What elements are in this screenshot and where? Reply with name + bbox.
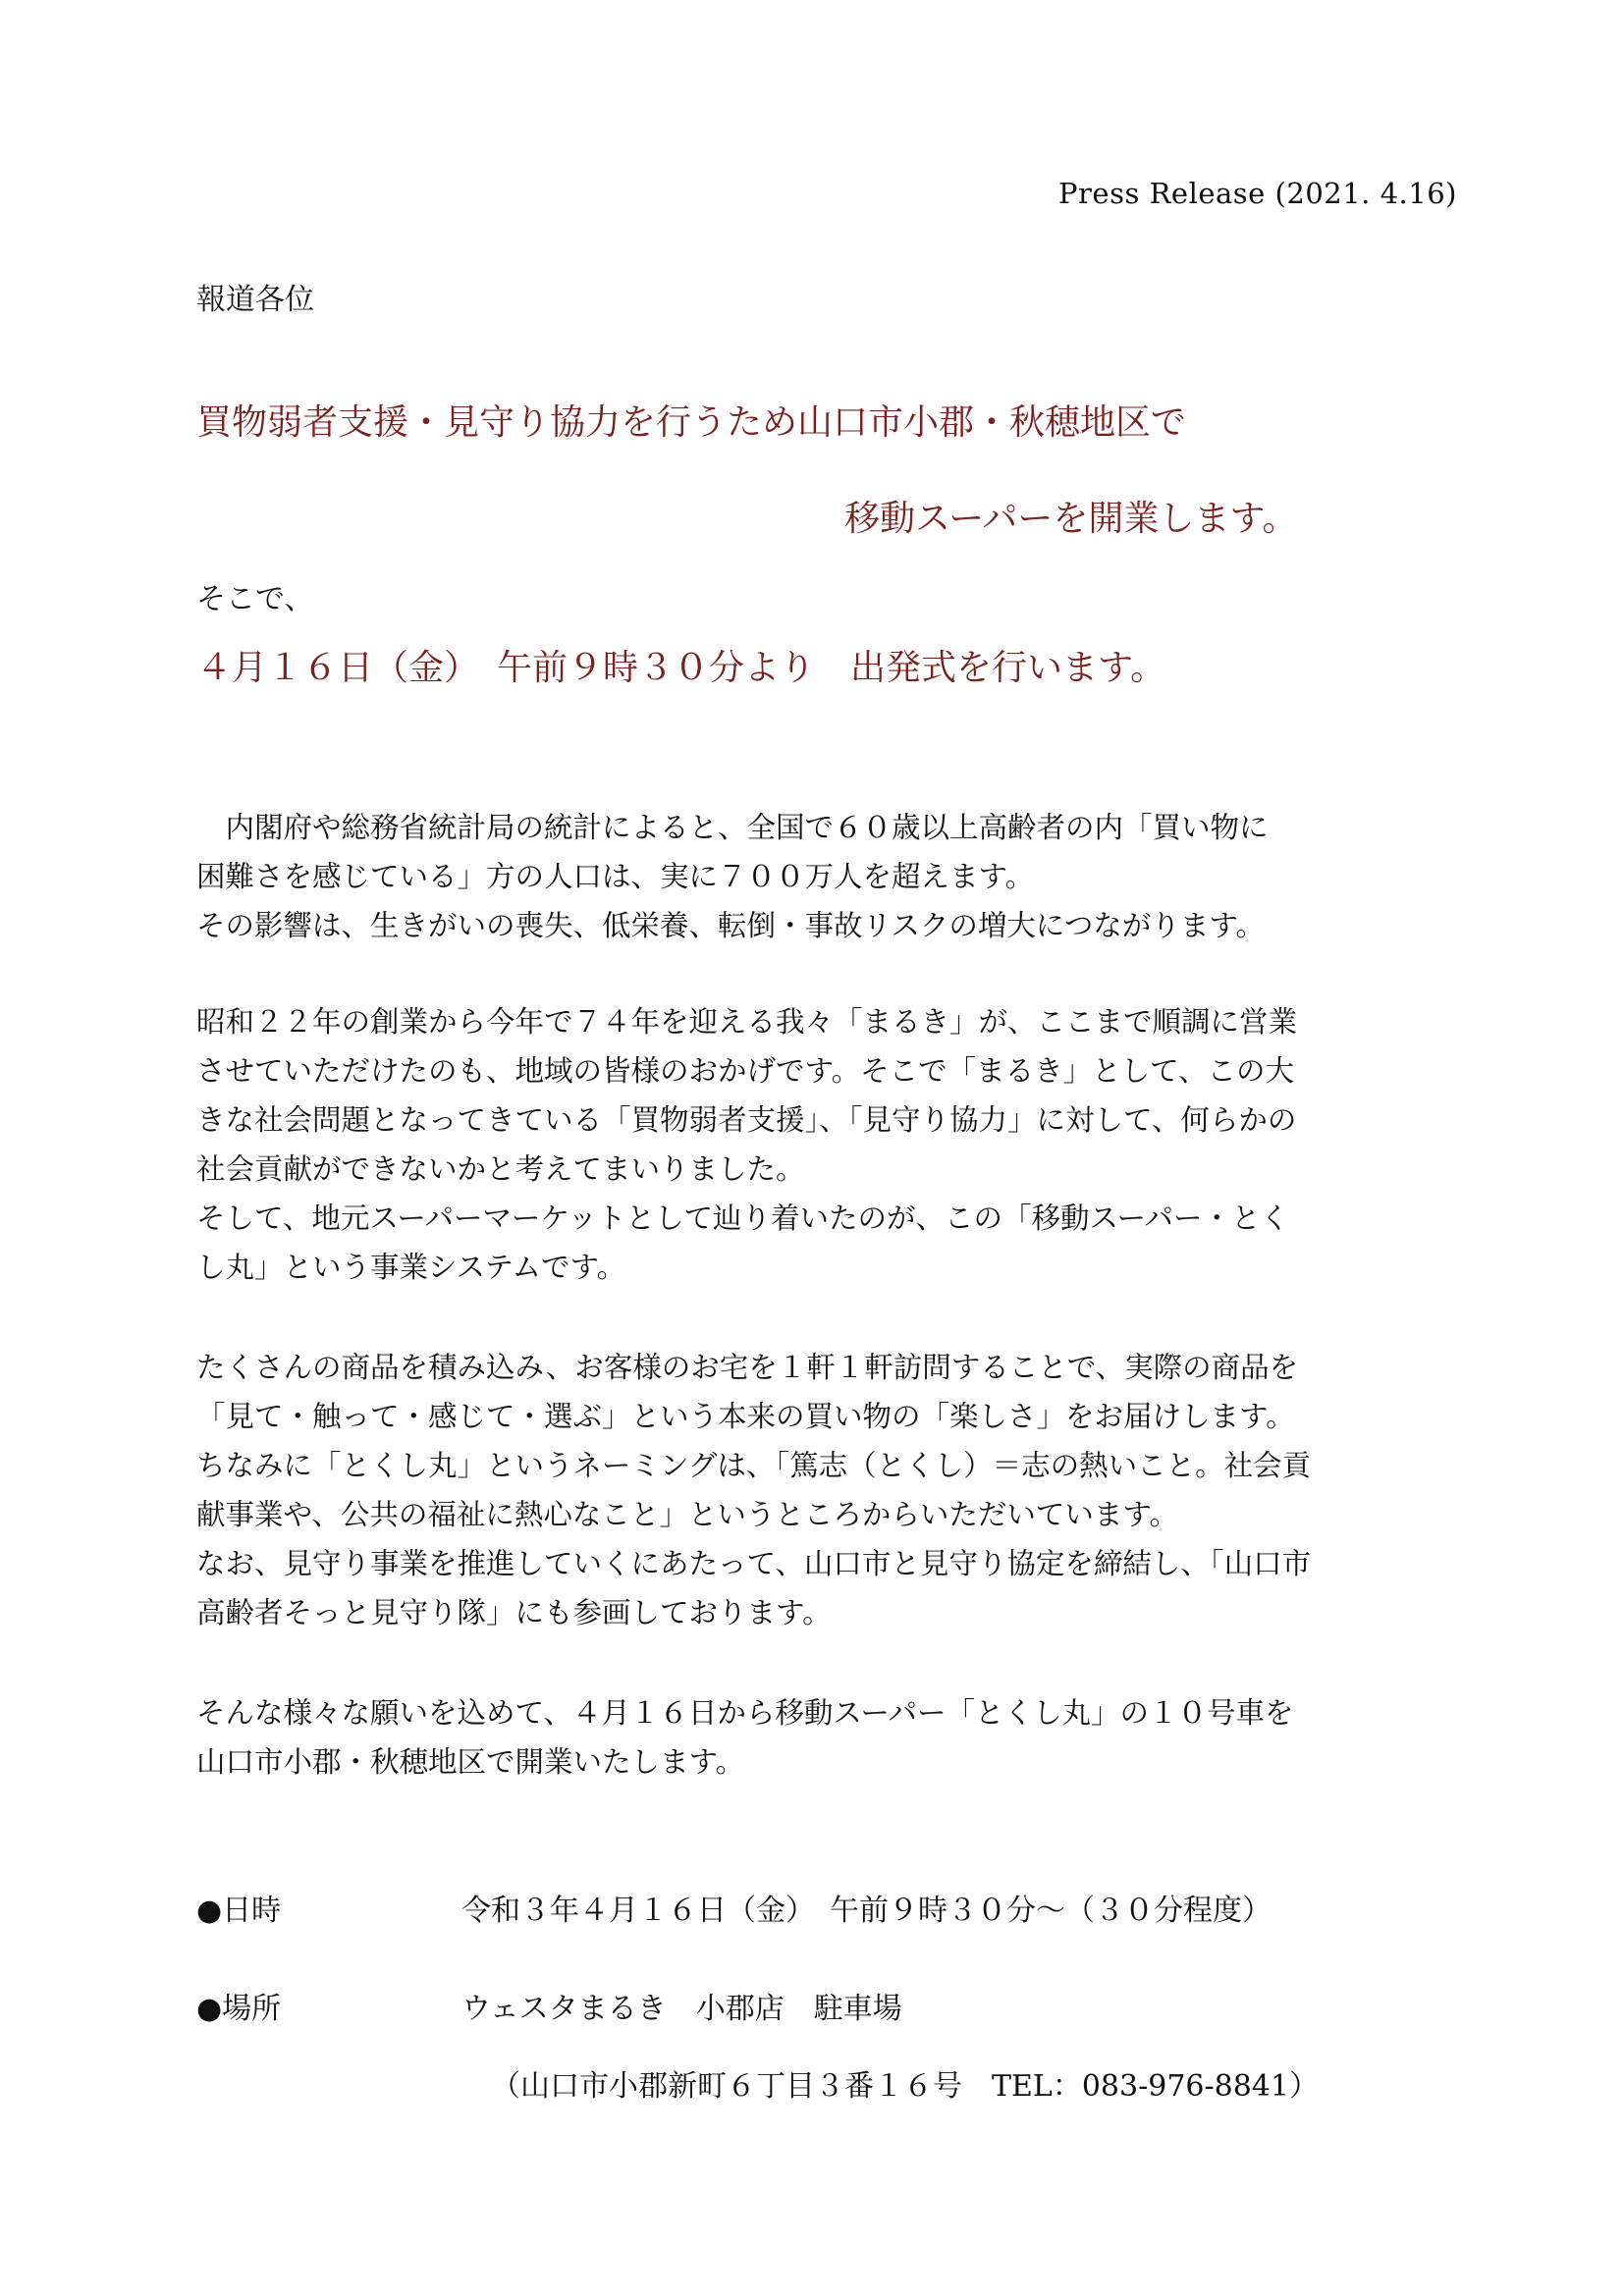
paragraph-line: たくさんの商品を積み込み、お客様のお宅を１軒１軒訪問することで、実際の商品を — [196, 1351, 1299, 1384]
paragraph-line: 献事業や、公共の福祉に熱心なこと」というところからいただいています。 — [196, 1498, 1179, 1531]
paragraph-line: 「見て・触って・感じて・選ぶ」という本来の買い物の「楽しさ」をお届けします。 — [196, 1400, 1295, 1433]
paragraph-line: させていただけたのも、地域の皆様のおかげです。そこで「まるき」として、この大 — [196, 1054, 1295, 1088]
headline-line-2: 移動スーパーを開業します。 — [844, 499, 1298, 539]
date-value: 令和３年４月１６日（金） 午前９時３０分～（３０分程度） — [461, 1894, 1272, 1928]
paragraph-line: 昭和２２年の創業から今年で７４年を迎える我々「まるき」が、ここまで順調に営業 — [196, 1005, 1298, 1039]
paragraph-line: し丸」という事業システムです。 — [196, 1251, 626, 1284]
paragraph-line: 高齢者そっと見守り隊」にも参画しております。 — [196, 1596, 832, 1629]
body-paragraph-3 — [196, 1343, 1434, 1637]
place-address: （山口市小郡新町６丁目３番１６号 TEL：083-976-8841） — [491, 2069, 1319, 2104]
paragraph-line: ちなみに「とくし丸」というネーミングは、「篤志（とくし）＝志の熱いこと。社会貢 — [196, 1449, 1312, 1482]
body-paragraph-2 — [196, 997, 1434, 1292]
place-label: ●場所 — [196, 1992, 282, 2026]
place-value: ウェスタまるき 小郡店 駐車場 — [461, 1992, 902, 2026]
date-label: ●日時 — [196, 1894, 282, 1928]
paragraph-line: そして、地元スーパーマーケットとして辿り着いたのが、この「移動スーパー・とく — [196, 1201, 1290, 1235]
intro-sokode: そこで、 — [196, 582, 314, 616]
addressee: 報道各位 — [196, 283, 314, 317]
body-paragraph-1 — [196, 803, 1434, 950]
headline-line-1: 買物弱者支援・見守り協力を行うため山口市小郡・秋穂地区で — [196, 402, 1187, 443]
body-paragraph-4 — [196, 1688, 1434, 1787]
paragraph-line: 社会貢献ができないかと考えてまいりました。 — [196, 1152, 805, 1186]
paragraph-line: そんな様々な願いを込めて、４月１６日から移動スーパー「とくし丸」の１０号車を — [196, 1696, 1294, 1730]
paragraph-line: 困難さを感じている」方の人口は、実に７００万人を超えます。 — [196, 860, 1035, 893]
paragraph-line: 山口市小郡・秋穂地区で開業いたします。 — [196, 1745, 745, 1779]
paragraph-line: なお、見守り事業を推進していくにあたって、山口市と見守り協定を締結し、「山口市 — [196, 1547, 1312, 1580]
release-date-label: Press Release (2021. 4.16) — [1058, 177, 1457, 210]
event-announcement: ４月１６日（金） 午前９時３０分より 出発式を行います。 — [196, 648, 1166, 688]
paragraph-line: その影響は、生きがいの喪失、低栄養、転倒・事故リスクの増大につながります。 — [196, 909, 1265, 942]
paragraph-line: 内閣府や総務省統計局の統計によると、全国で６０歳以上高齢者の内「買い物に — [196, 811, 1269, 844]
paragraph-line: きな社会問題となってきている「買物弱者支援」、「見守り協力」に対して、何らかの — [196, 1103, 1297, 1137]
